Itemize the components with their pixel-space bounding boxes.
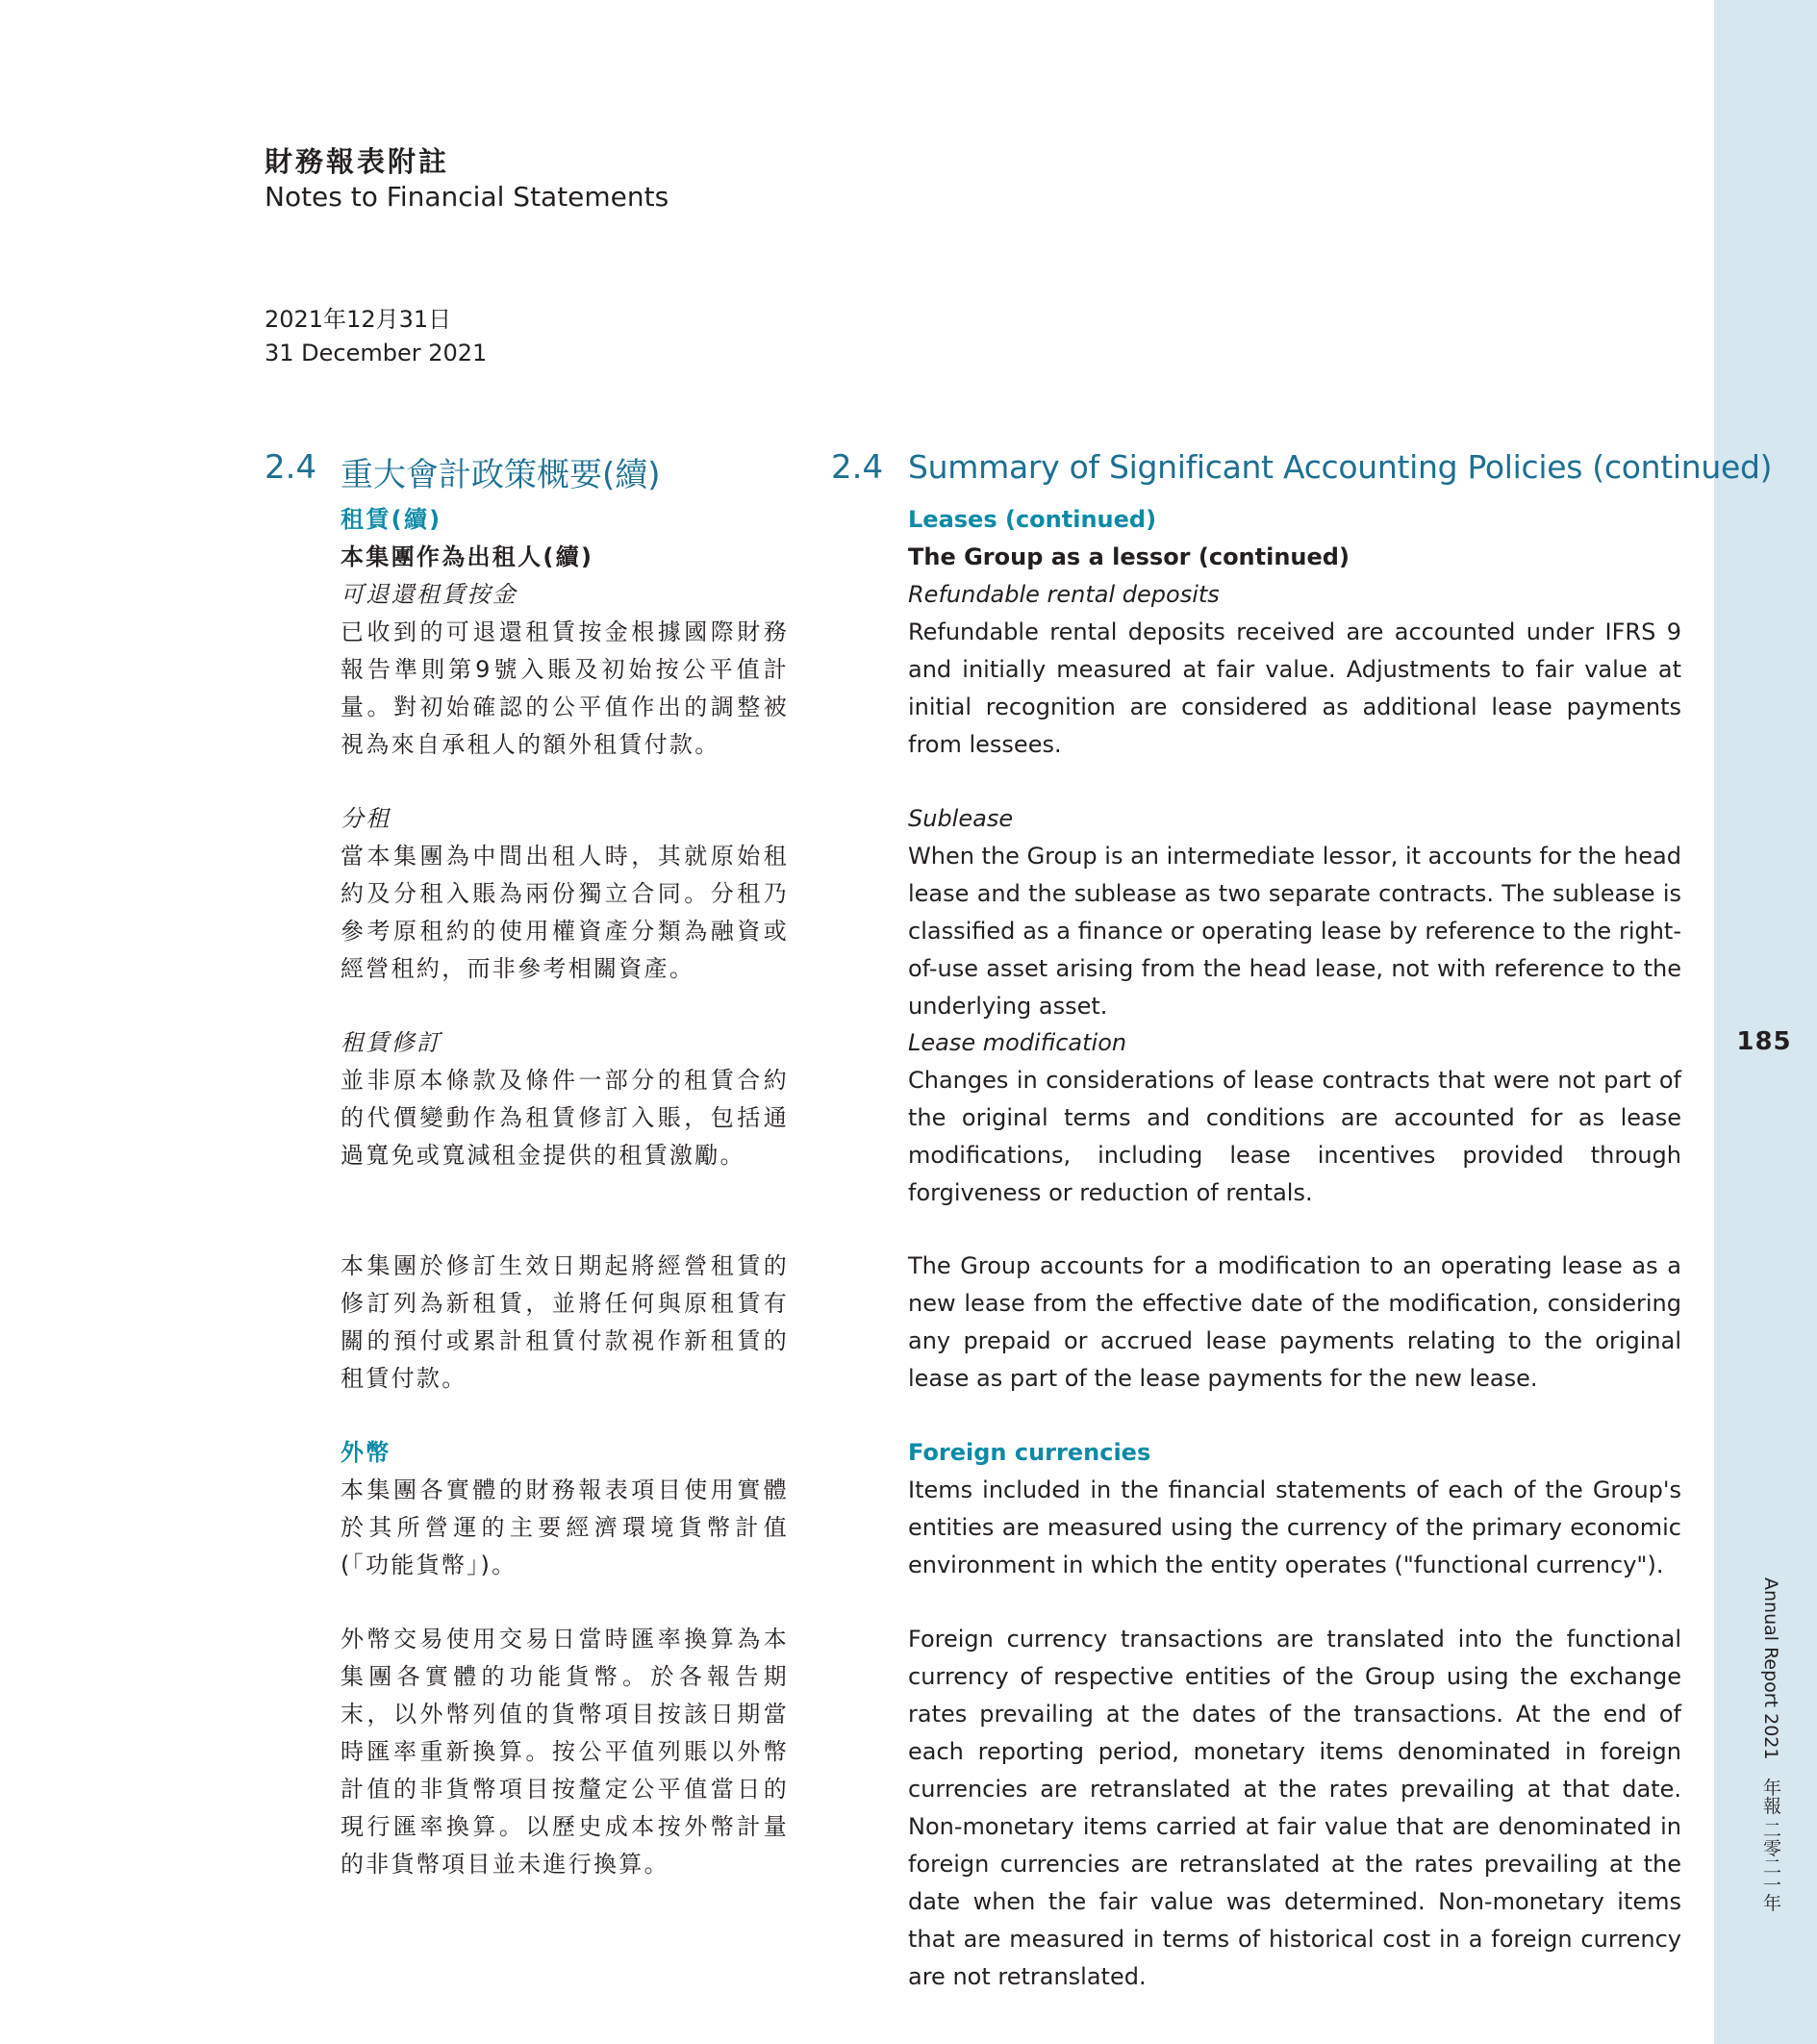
cn-modification-body: 並非原本條款及條件一部分的租賃合約的代價變動作為租賃修訂入賬，包括通過寬免或寬減租金提供的租賃激勵。 <box>341 1067 789 1169</box>
page-title-cn: 財務報表附註 <box>265 145 450 178</box>
cn-fx-heading: 外幣 <box>341 1439 391 1466</box>
cn-lessor-heading: 本集團作為出租人(續) <box>341 543 594 570</box>
cn-refundable-heading: 可退還租賃按金 <box>341 581 518 608</box>
section-title-en: Summary of Significant Accounting Policies (continued) <box>908 448 1773 486</box>
cn-sublease-heading: 分租 <box>341 805 391 832</box>
en-fx-body-2: Foreign currency transactions are translated into the functional currency of respective entities of the Group using the exchange rates prevailing at the dates of the transactions. At the end of each reporting period, monetary items denominated in foreign currencies are retranslated at the rates prevailing at that date. Non-monetary items carried at fair value that are denominated in foreign currencies are retranslated at the rates prevailing at the date when the fair value was determined. Non-monetary items that are measured in terms of historical cost in a foreign currency are not retranslated. <box>908 1626 1681 1990</box>
cn-leases-heading: 租賃(續) <box>341 506 442 533</box>
en-fx-heading: Foreign currencies <box>908 1439 1151 1466</box>
en-modification-body: Changes in considerations of lease contracts that were not part of the original terms and conditions are accounted for as lease modifications, including lease incentives provided through forgiveness or reduction of rentals. <box>908 1067 1681 1206</box>
cn-modification-heading: 租賃修訂 <box>341 1029 442 1056</box>
cn-modification-body-2: 本集團於修訂生效日期起將經營租賃的修訂列為新租賃，並將任何與原租賃有關的預付或累計租賃付款視作新租賃的租賃付款。 <box>341 1252 789 1392</box>
en-sublease-heading: Sublease <box>908 805 1014 832</box>
date-cn: 2021年12月31日 <box>265 306 452 333</box>
en-modification-body-2: The Group accounts for a modification to an operating lease as a new lease from the effective date of the modification, considering any prepaid or accrued lease payments relating to the original lease as part of the lease payments for the new lease. <box>908 1252 1681 1392</box>
date-en: 31 December 2021 <box>265 340 488 366</box>
cn-fx-body-2: 外幣交易使用交易日當時匯率換算為本集團各實體的功能貨幣。於各報告期末，以外幣列值的貨幣項目按該日期當時匯率重新換算。按公平值列賬以外幣計值的非貨幣項目按釐定公平值當日的現行匯率換算。以歷史成本按外幣計量的非貨幣項目並未進行換算。 <box>341 1626 789 1878</box>
section-number-en: 2.4 <box>831 448 884 487</box>
en-lessor-heading: The Group as a lessor (continued) <box>908 543 1350 570</box>
en-refundable-heading: Refundable rental deposits <box>908 581 1220 608</box>
cn-sublease-body: 當本集團為中間出租人時，其就原始租約及分租入賬為兩份獨立合同。分租乃參考原租約的使用權資產分類為融資或經營租約，而非參考相關資產。 <box>341 843 789 982</box>
section-title-cn: 重大會計政策概要(續) <box>341 456 661 494</box>
page-title-en: Notes to Financial Statements <box>265 181 669 213</box>
en-sublease-body: When the Group is an intermediate lessor, it accounts for the head lease and the sublease as two separate contracts. The sublease is classified as a finance or operating lease by reference to the right-of-use asset arising from the head lease, not with reference to the underlying asset. <box>908 843 1681 1020</box>
en-refundable-body: Refundable rental deposits received are accounted under IFRS 9 and initially measured at fair value. Adjustments to fair value at initial recognition are considered as additional lease payments from lessees. <box>908 618 1681 758</box>
en-leases-heading: Leases (continued) <box>908 506 1157 533</box>
section-number-cn: 2.4 <box>265 448 317 487</box>
cn-refundable-body: 已收到的可退還租賃按金根據國際財務報告準則第9號入賬及初始按公平值計量。對初始確認的公平值作出的調整被視為來自承租人的額外租賃付款。 <box>341 618 789 758</box>
en-modification-heading: Lease modification <box>908 1029 1127 1056</box>
cn-fx-body-1: 本集團各實體的財務報表項目使用實體於其所營運的主要經濟環境貨幣計值(「功能貨幣」)。 <box>341 1476 789 1578</box>
report-label: Annual Report 2021 年報 二零二一年 <box>1760 1577 1781 1912</box>
en-fx-body-1: Items included in the financial statements of each of the Group's entities are measured using the currency of the primary economic environment in which the entity operates ("functional currency"). <box>908 1476 1681 1578</box>
page-number: 185 <box>1736 1027 1792 1056</box>
